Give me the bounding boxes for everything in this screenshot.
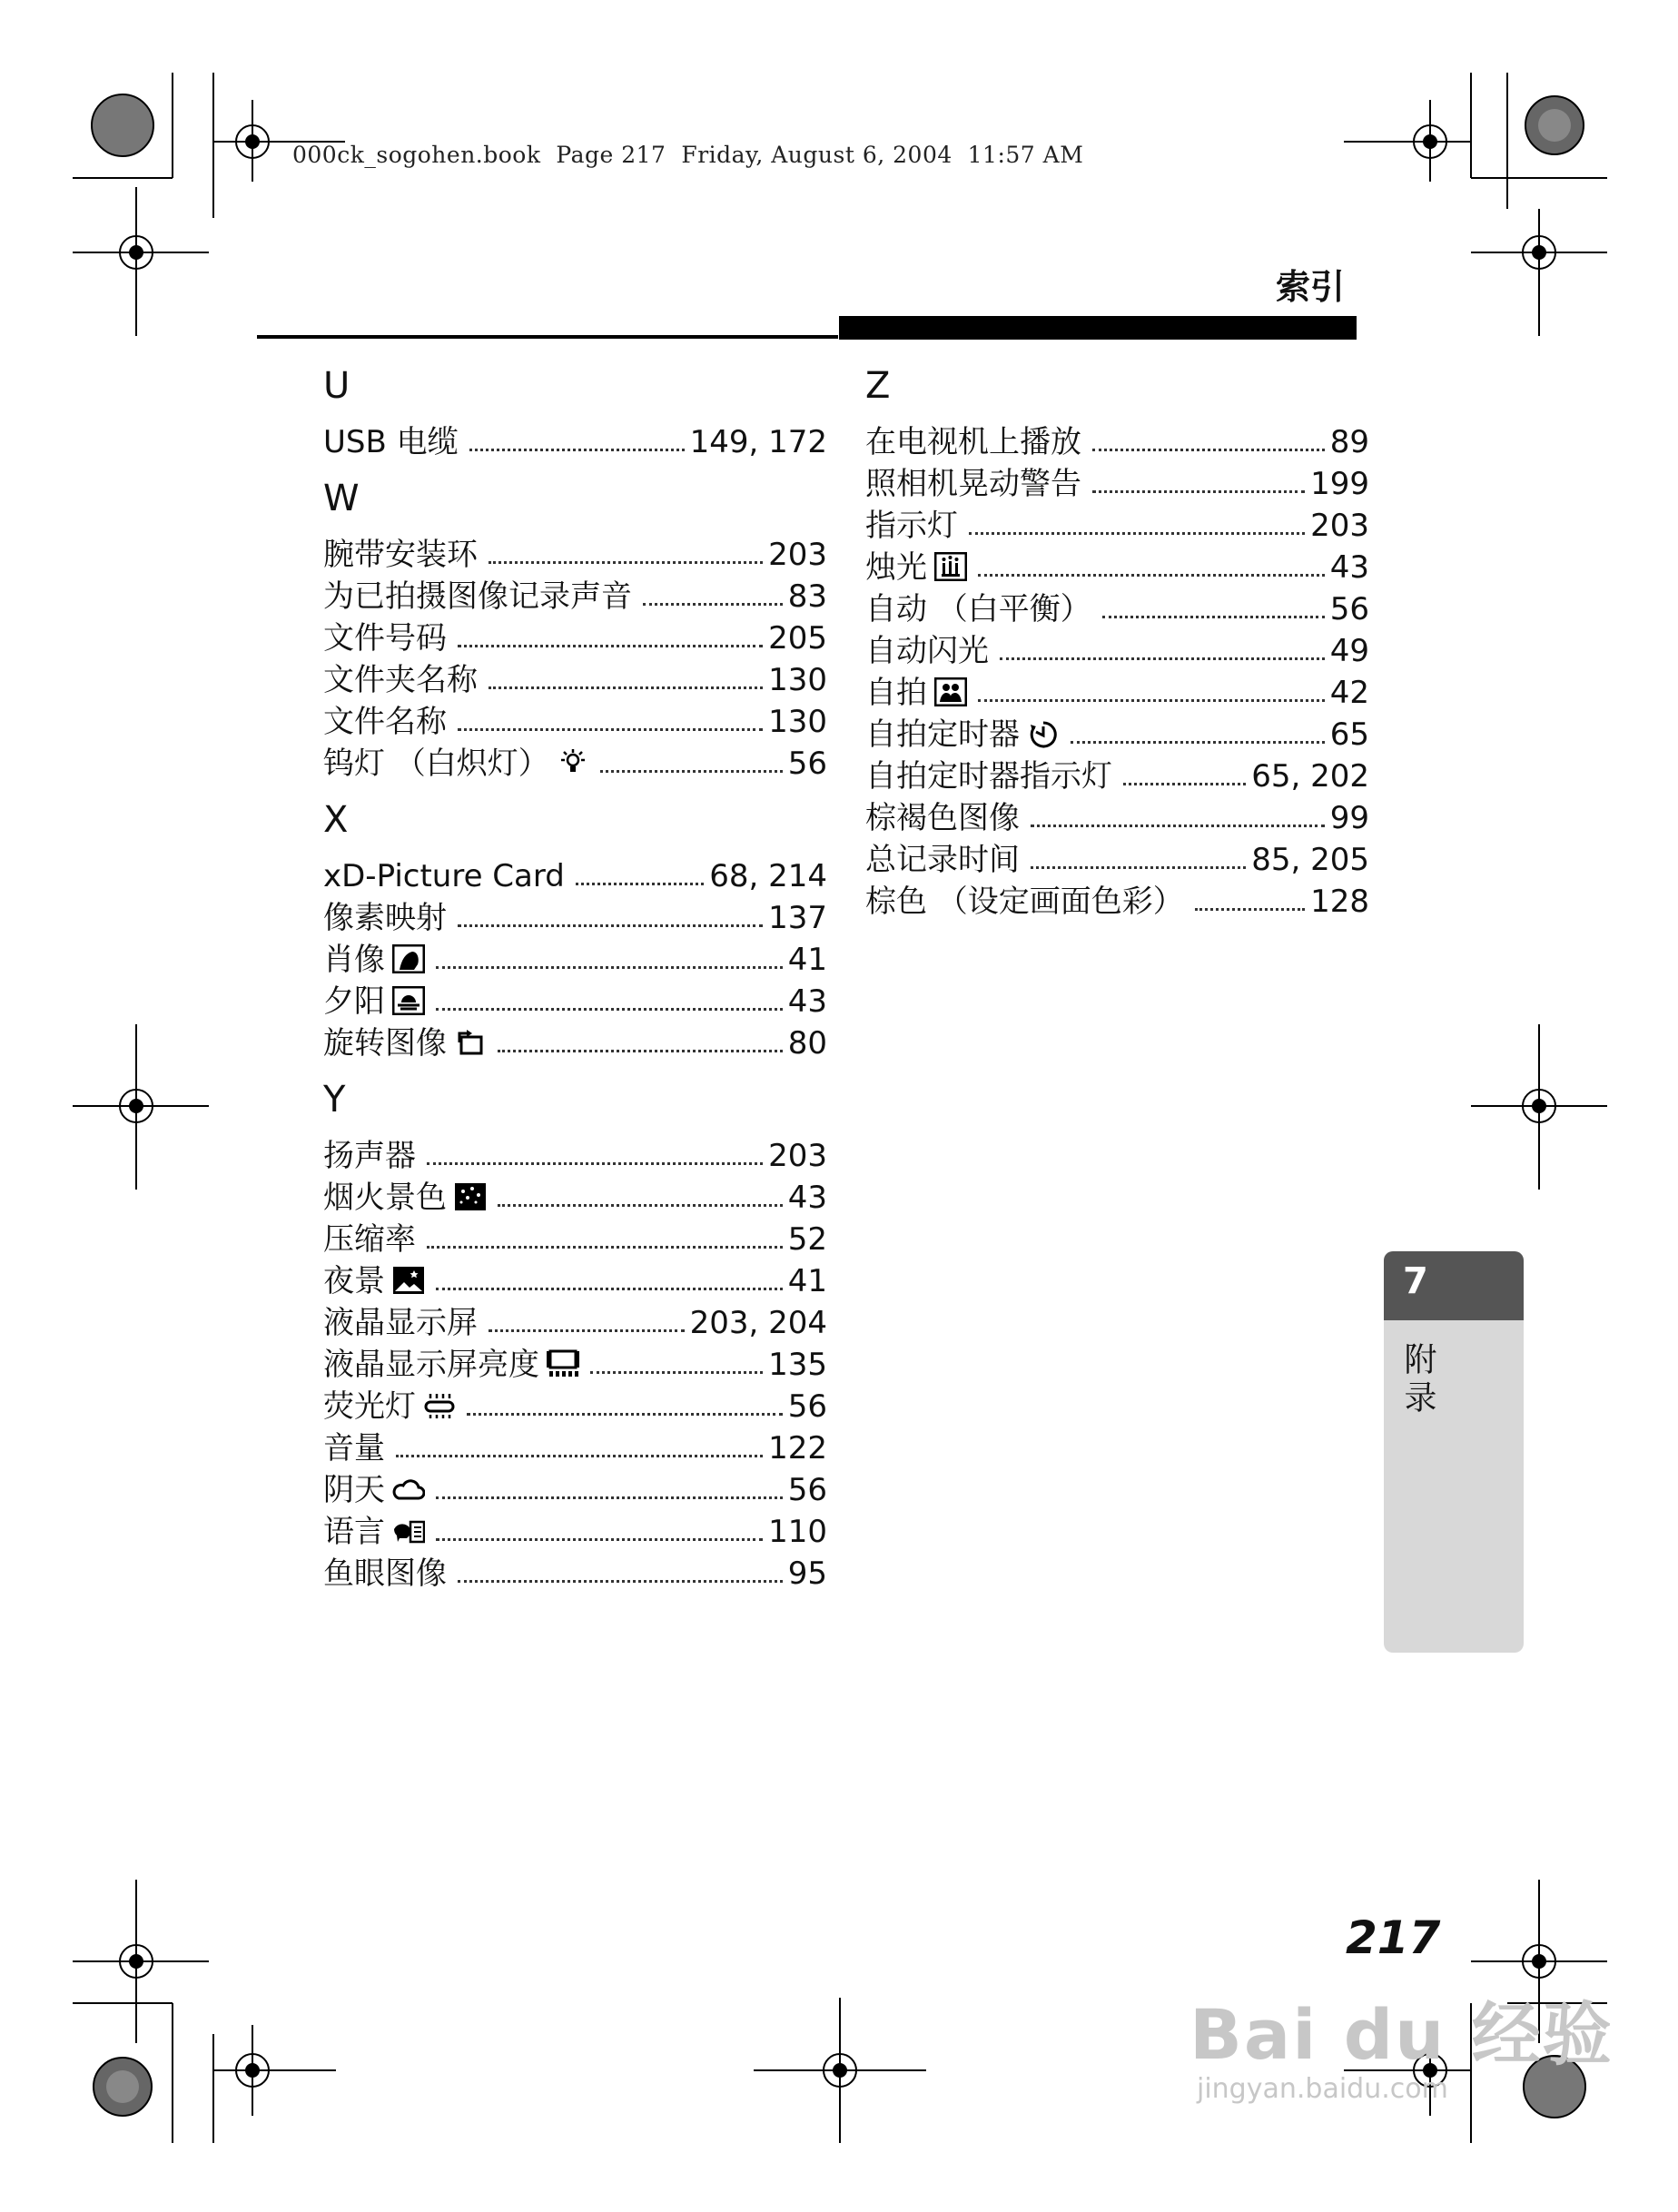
- index-pages: 135: [768, 1347, 827, 1383]
- header-bar: [839, 316, 1357, 340]
- index-term: 钨灯 （白炽灯）: [323, 746, 549, 782]
- index-term: 荧光灯: [323, 1388, 416, 1425]
- index-term: 在电视机上播放: [865, 424, 1081, 460]
- index-pages: 203: [1310, 508, 1369, 544]
- section-title: 索引: [1276, 267, 1346, 307]
- index-term: xD-Picture Card: [323, 858, 565, 894]
- index-term: 为已拍摄图像记录声音: [323, 578, 632, 615]
- index-entry: [323, 1175, 827, 1217]
- index-pages: 56: [1329, 591, 1369, 627]
- index-term: 自拍定时器指示灯: [865, 758, 1112, 795]
- index-entry: [323, 979, 827, 1021]
- index-term: 总记录时间: [865, 842, 1020, 878]
- index-column-left: [323, 363, 827, 1593]
- dot-leader: [1092, 490, 1305, 493]
- watermark-sub: jingyan.baidu.com: [1197, 2073, 1448, 2105]
- dot-leader: [458, 924, 763, 927]
- self-portrait-icon: [934, 677, 967, 706]
- index-term: 棕褐色图像: [865, 800, 1020, 836]
- index-entry: [323, 937, 827, 979]
- index-pages: 65: [1329, 716, 1369, 753]
- index-term: 音量: [323, 1430, 385, 1466]
- index-entry: [323, 1217, 827, 1259]
- index-entry: [865, 420, 1369, 461]
- index-entry: [323, 1133, 827, 1175]
- rotate-icon: [454, 1028, 487, 1057]
- index-pages: 110: [768, 1514, 827, 1550]
- portrait-icon: [392, 944, 425, 973]
- index-entry: [865, 795, 1369, 837]
- index-letter-heading: X: [323, 799, 349, 841]
- lcd-brightness-icon: [547, 1349, 579, 1378]
- index-pages: 56: [787, 1388, 827, 1425]
- index-term: 棕色 （设定画面色彩）: [865, 884, 1184, 920]
- dot-leader: [1031, 825, 1325, 827]
- sunset-icon: [392, 986, 425, 1015]
- index-entry: [865, 670, 1369, 712]
- index-pages: 203, 204: [689, 1305, 827, 1341]
- index-column-right: [865, 363, 1369, 921]
- index-entry: [323, 699, 827, 741]
- index-entry: [323, 741, 827, 783]
- index-term: USB 电缆: [323, 424, 459, 460]
- index-entry: [323, 1300, 827, 1342]
- index-pages: 130: [768, 704, 827, 740]
- index-term: 自拍定时器: [865, 716, 1020, 753]
- index-entry: [323, 1259, 827, 1300]
- language-icon: [392, 1516, 425, 1545]
- index-entry: [865, 461, 1369, 503]
- dot-leader: [1102, 616, 1325, 618]
- index-term: 烟火景色: [323, 1180, 447, 1216]
- index-term: 鱼眼图像: [323, 1555, 447, 1592]
- index-pages: 80: [787, 1025, 827, 1062]
- index-entry: [865, 628, 1369, 670]
- watermark-main: Bai du 经验: [1189, 1994, 1614, 2075]
- index-pages: 205: [768, 620, 827, 657]
- index-pages: 199: [1310, 466, 1369, 502]
- dot-leader: [1195, 908, 1305, 911]
- index-term: 指示灯: [865, 508, 958, 544]
- fluorescent-icon: [423, 1391, 456, 1420]
- index-term: 夜景: [323, 1263, 385, 1299]
- dot-leader: [469, 449, 685, 451]
- dot-leader: [436, 1008, 783, 1011]
- index-pages: 52: [787, 1221, 827, 1258]
- index-pages: 56: [787, 1472, 827, 1508]
- index-term: 照相机晃动警告: [865, 466, 1081, 502]
- dot-leader: [436, 966, 783, 969]
- index-pages: 65, 202: [1251, 758, 1369, 795]
- index-entry: [323, 532, 827, 574]
- dot-leader: [1000, 657, 1325, 660]
- header-rule: [257, 335, 838, 339]
- dot-leader: [978, 699, 1325, 702]
- index-pages: 95: [787, 1555, 827, 1592]
- index-pages: 42: [1329, 675, 1369, 711]
- index-entry: [323, 1384, 827, 1426]
- index-pages: 49: [1329, 633, 1369, 669]
- dot-leader: [600, 770, 783, 773]
- index-letter-heading: U: [323, 365, 350, 407]
- index-entry: [865, 712, 1369, 754]
- index-pages: 128: [1310, 884, 1369, 920]
- index-pages: 68, 214: [709, 858, 827, 894]
- index-pages: 43: [1329, 549, 1369, 586]
- index-term: 扬声器: [323, 1138, 416, 1174]
- index-entry: [323, 854, 827, 895]
- index-term: 文件夹名称: [323, 662, 478, 698]
- index-letter-heading: Z: [865, 365, 891, 407]
- cloudy-icon: [392, 1475, 425, 1504]
- watermark: [1189, 1980, 1614, 2105]
- index-term: 液晶显示屏亮度: [323, 1347, 539, 1383]
- index-entry: [865, 754, 1369, 795]
- dot-leader: [498, 1050, 783, 1052]
- index-entry: [323, 1509, 827, 1551]
- index-pages: 203: [768, 1138, 827, 1174]
- index-term: 夕阳: [323, 983, 385, 1020]
- dot-leader: [576, 883, 704, 885]
- chapter-label: 附录: [1399, 1342, 1436, 1418]
- index-pages: 122: [768, 1430, 827, 1466]
- index-entry: [865, 587, 1369, 628]
- index-term: 自动 （白平衡）: [865, 591, 1091, 627]
- index-term: 自拍: [865, 675, 927, 711]
- dot-leader: [1071, 741, 1325, 744]
- index-pages: 43: [787, 1180, 827, 1216]
- dot-leader: [427, 1246, 783, 1249]
- dot-leader: [436, 1496, 783, 1499]
- self-timer-icon: [1027, 719, 1060, 748]
- dot-leader: [458, 728, 763, 731]
- index-pages: 89: [1329, 424, 1369, 460]
- dot-leader: [427, 1162, 763, 1165]
- dot-leader: [436, 1288, 783, 1290]
- index-entry: [323, 574, 827, 616]
- dot-leader: [590, 1371, 763, 1374]
- tungsten-icon: [557, 748, 589, 777]
- index-pages: 203: [768, 537, 827, 573]
- print-header: 000ck_sogohen.book Page 217 Friday, August 6, 2004 11:57 AM: [292, 142, 1084, 168]
- dot-leader: [978, 574, 1325, 577]
- dot-leader: [436, 1538, 763, 1541]
- index-pages: 41: [787, 1263, 827, 1299]
- index-term: 液晶显示屏: [323, 1305, 478, 1341]
- index-pages: 85, 205: [1251, 842, 1369, 878]
- index-letter-heading: W: [323, 478, 360, 519]
- dot-leader: [489, 561, 763, 564]
- dot-leader: [969, 532, 1305, 535]
- candle-icon: [934, 552, 967, 581]
- index-pages: 137: [768, 900, 827, 936]
- index-term: 压缩率: [323, 1221, 416, 1258]
- index-entry: [865, 837, 1369, 879]
- dot-leader: [489, 686, 763, 689]
- index-entry: [323, 1021, 827, 1062]
- night-scene-icon: [392, 1266, 425, 1295]
- index-pages: 99: [1329, 800, 1369, 836]
- index-term: 旋转图像: [323, 1025, 447, 1062]
- index-term: 语言: [323, 1514, 385, 1550]
- dot-leader: [1123, 783, 1246, 785]
- index-term: 腕带安装环: [323, 537, 478, 573]
- index-pages: 130: [768, 662, 827, 698]
- index-entry: [865, 545, 1369, 587]
- index-pages: 149, 172: [689, 424, 827, 460]
- dot-leader: [458, 645, 763, 647]
- fireworks-icon: [454, 1182, 487, 1211]
- index-entry: [865, 503, 1369, 545]
- index-letter-heading: Y: [323, 1079, 346, 1121]
- index-term: 文件名称: [323, 704, 447, 740]
- dot-leader: [458, 1580, 783, 1583]
- index-entry: [323, 1551, 827, 1593]
- chapter-number: 7: [1403, 1260, 1428, 1302]
- dot-leader: [396, 1455, 763, 1457]
- index-entry: [323, 616, 827, 657]
- index-term: 阴天: [323, 1472, 385, 1508]
- index-entry: [323, 1426, 827, 1467]
- index-pages: 83: [787, 578, 827, 615]
- index-term: 文件号码: [323, 620, 447, 657]
- index-term: 肖像: [323, 942, 385, 978]
- index-term: 烛光: [865, 549, 927, 586]
- dot-leader: [489, 1329, 685, 1332]
- index-pages: 43: [787, 983, 827, 1020]
- dot-leader: [1031, 866, 1246, 869]
- index-pages: 41: [787, 942, 827, 978]
- index-term: 像素映射: [323, 900, 447, 936]
- dot-leader: [467, 1413, 783, 1416]
- page-number: 217: [1346, 1911, 1441, 1964]
- index-entry: [323, 895, 827, 937]
- dot-leader: [643, 603, 783, 606]
- dot-leader: [1092, 449, 1325, 451]
- index-entry: [323, 1467, 827, 1509]
- index-entry: [865, 879, 1369, 921]
- index-term: 自动闪光: [865, 633, 989, 669]
- index-pages: 56: [787, 746, 827, 782]
- index-entry: [323, 420, 827, 461]
- index-entry: [323, 1342, 827, 1384]
- dot-leader: [498, 1204, 783, 1207]
- index-entry: [323, 657, 827, 699]
